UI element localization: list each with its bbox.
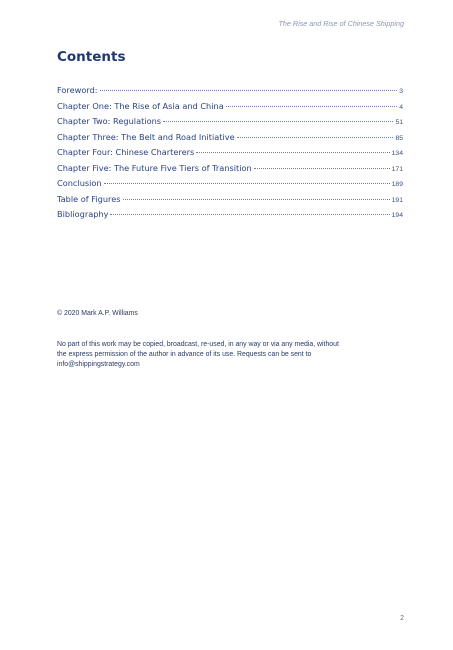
toc-entry-page: 3	[399, 88, 403, 95]
toc-dot-leader	[237, 137, 394, 138]
toc-entry-bibliography[interactable]	[57, 207, 403, 223]
toc-entry-chapter-three[interactable]	[57, 130, 403, 146]
toc-dot-leader	[196, 152, 389, 153]
toc-entry-page: 4	[399, 103, 403, 111]
copyright-line: © 2020 Mark A.P. Williams	[57, 310, 138, 317]
toc-entry-title: Chapter One: The Rise of Asia and China	[57, 100, 224, 111]
toc-entry-page: 191	[391, 196, 403, 204]
toc-dot-leader	[110, 214, 389, 215]
toc-entry-chapter-four[interactable]	[57, 145, 403, 161]
toc-dot-leader	[226, 106, 398, 107]
toc-entry-title: Table of Figures	[57, 193, 121, 204]
toc-entry-title: Chapter Four: Chinese Charterers	[57, 147, 195, 157]
toc-entry-conclusion[interactable]	[57, 176, 403, 192]
toc-entry-title: Chapter Five: The Future Five Tiers of Transition	[57, 162, 252, 173]
toc-entry-chapter-one[interactable]	[57, 99, 403, 115]
toc-entry-title: Chapter Three: The Belt and Road Initiative	[57, 131, 235, 142]
toc-entry-page: 51	[395, 119, 403, 126]
table-of-contents	[57, 83, 403, 223]
notice-line: the express permission of the author in advance of its use. Requests can be sent to	[57, 351, 312, 358]
toc-entry-page: 194	[391, 212, 403, 219]
toc-dot-leader	[104, 183, 390, 184]
toc-entry-table-of-figures[interactable]	[57, 192, 403, 208]
toc-entry-title: Foreword:	[57, 85, 98, 95]
toc-dot-leader	[123, 199, 390, 200]
contact-email: info@shippingstrategy.com	[57, 361, 140, 368]
page-number: 2	[400, 615, 404, 622]
notice-line: No part of this work may be copied, broadcast, re-used, in any way or via any media, without	[57, 341, 339, 348]
toc-entry-page: 85	[395, 134, 403, 142]
toc-entry-page: 134	[391, 150, 403, 157]
toc-entry-page: 189	[391, 181, 403, 188]
toc-dot-leader	[100, 90, 398, 91]
toc-entry-chapter-five[interactable]	[57, 161, 403, 177]
toc-entry-page: 171	[391, 165, 403, 173]
toc-entry-title: Bibliography	[57, 209, 109, 219]
contents-heading: Contents	[57, 49, 126, 65]
running-header: The Rise and Rise of Chinese Shipping	[278, 19, 404, 28]
toc-entry-foreword[interactable]	[57, 83, 403, 99]
toc-entry-chapter-two[interactable]	[57, 114, 403, 130]
toc-dot-leader	[254, 168, 390, 169]
toc-dot-leader	[163, 121, 393, 122]
toc-entry-title: Chapter Two: Regulations	[57, 116, 162, 126]
toc-entry-title: Conclusion	[57, 178, 102, 188]
copyright-notice	[57, 340, 397, 370]
